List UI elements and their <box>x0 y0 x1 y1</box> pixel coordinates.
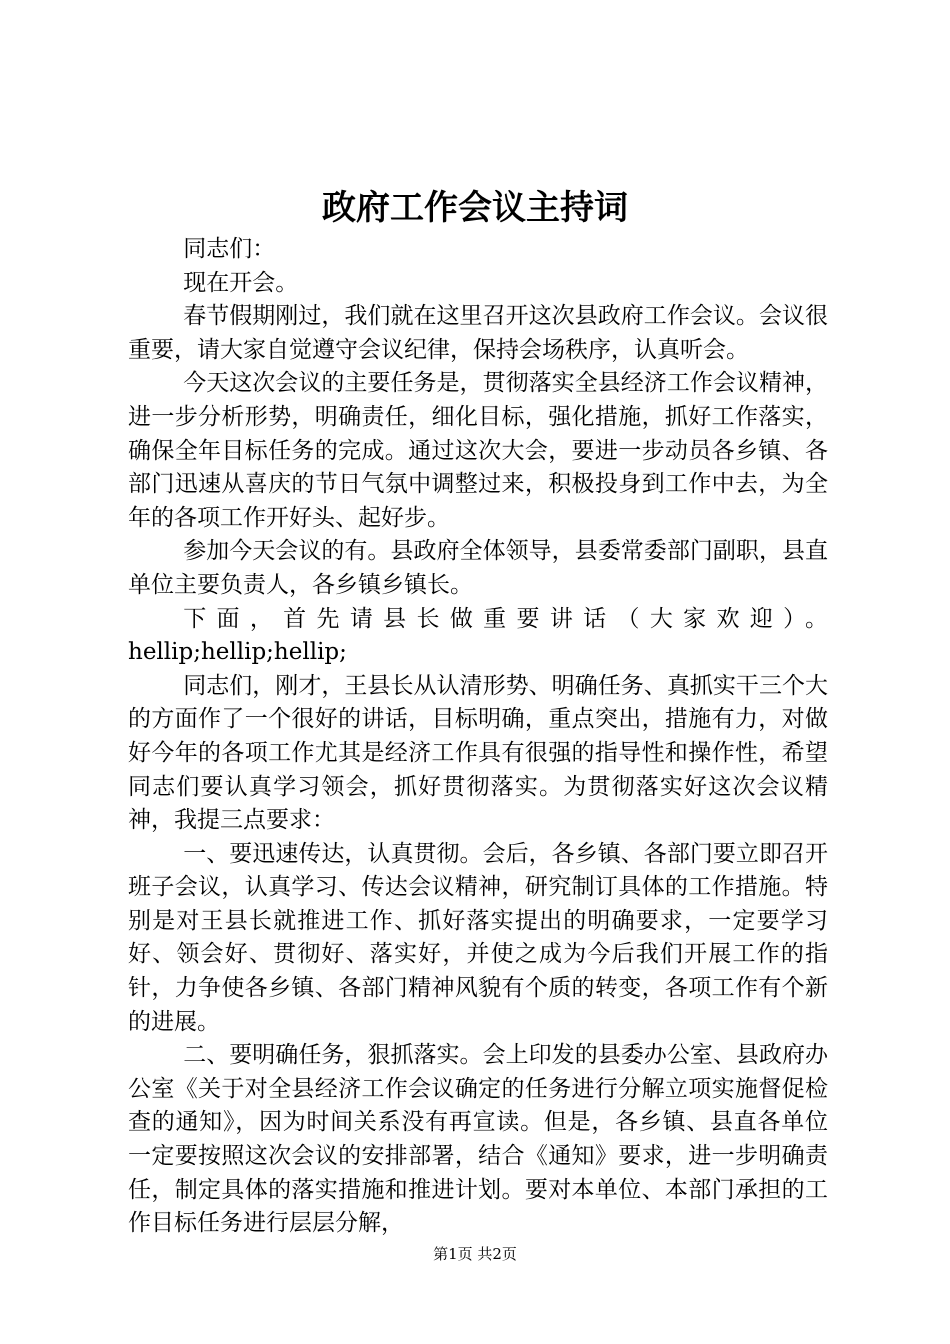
paragraph-main-tasks: 今天这次会议的主要任务是，贯彻落实全县经济工作会议精神，进一步分析形势，明确责任，细化目标，强化措施，抓好工作落实，确保全年目标任务的完成。通过这次大会，要进一步动员各乡镇、各部门迅速从喜庆的节日气氛中调整过来，积极投身到工作中去，为全年的各项工作开好头、起好步。 <box>128 370 828 531</box>
paragraph-opening: 现在开会。 <box>183 269 299 296</box>
paragraph-attendees: 参加今天会议的有。县政府全体领导，县委常委部门副职，县直单位主要负责人，各乡镇乡镇长。 <box>128 538 828 598</box>
page-number-footer: 第1页 共2页 <box>433 1245 517 1263</box>
paragraph-requirement-two: 二、要明确任务，狠抓落实。会上印发的县委办公室、县政府办公室《关于对全县经济工作会议确定的任务进行分解立项实施督促检查的通知》，因为时间关系没有再宣读。但是，各乡镇、县直各单位一定要按照这次会议的安排部署，结合《通知》要求，进一步明确责任，制定具体的落实措施和推进计划。要对本单位、本部门承担的工作目标任务进行层层分解， <box>128 1042 828 1237</box>
paragraph-salutation: 同志们： <box>183 236 276 262</box>
paragraph-requirement-one: 一、要迅速传达，认真贯彻。会后，各乡镇、各部门要立即召开班子会议，认真学习、传达会议精神，研究制订具体的工作措施。特别是对王县长就推进工作、抓好落实提出的明确要求，一定要学习好、领会好、贯彻好、落实好，并使之成为今后我们开展工作的指针，力争使各乡镇、各部门精神风貌有个质的转变，各项工作有个新的进展。 <box>128 840 828 1035</box>
document-body <box>128 233 828 1241</box>
paragraph-speech-intro: 下面，首先请县长做重要讲话（大家欢迎）。 <box>183 605 828 632</box>
paragraph-ellipsis: hellip;hellip;hellip; <box>128 639 347 666</box>
paragraph-meeting-notice: 春节假期刚过，我们就在这里召开这次县政府工作会议。会议很重要，请大家自觉遵守会议纪律，保持会场秩序，认真听会。 <box>128 303 828 363</box>
paragraph-summary: 同志们，刚才，王县长从认清形势、明确任务、真抓实干三个大的方面作了一个很好的讲话，目标明确，重点突出，措施有力，对做好今年的各项工作尤其是经济工作具有很强的指导性和操作性，希望同志们要认真学习领会，抓好贯彻落实。为贯彻落实好这次会议精神，我提三点要求： <box>128 672 828 834</box>
document-title: 政府工作会议主持词 <box>322 188 628 228</box>
